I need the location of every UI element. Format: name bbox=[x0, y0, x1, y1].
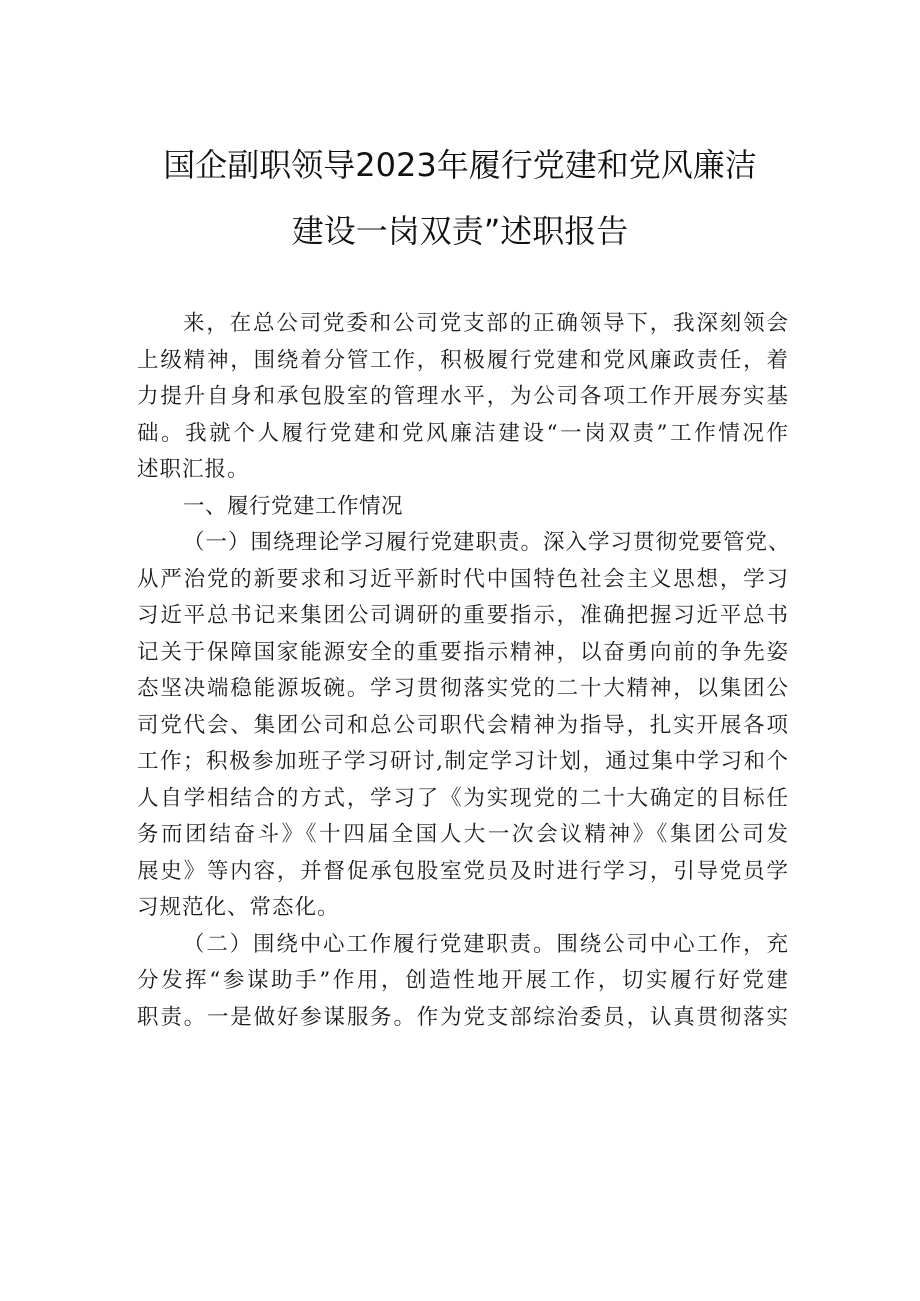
paragraph-line: 习近平总书记来集团公司调研的重要指示，准确把握习近平总书 bbox=[137, 603, 789, 628]
paragraph-line: 习规范化、常态化。 bbox=[137, 895, 340, 920]
paragraph-line: （一）围绕理论学习履行党建职责。深入学习贯彻党要管党、 bbox=[183, 530, 791, 555]
paragraph-line: 分发挥“参谋助手”作用，创造性地开展工作，切实履行好党建 bbox=[137, 968, 789, 993]
paragraph-line: 上级精神，围绕着分管工作，积极履行党建和党风廉政责任，着 bbox=[137, 347, 789, 373]
paragraph-line: 展史》等内容，并督促承包股室党员及时进行学习，引导党员学 bbox=[137, 858, 789, 884]
paragraph-line: 力提升自身和承包股室的管理水平，为公司各项工作开展夯实基 bbox=[137, 384, 789, 409]
document-body bbox=[137, 306, 789, 1036]
paragraph-line: 司党代会、集团公司和总公司职代会精神为指导，扎实开展各项 bbox=[137, 712, 789, 738]
paragraph-line: 础。我就个人履行党建和党风廉洁建设“一岗双责”工作情况作 bbox=[137, 420, 789, 446]
document-title-line-2: 建设一岗双责”述职报告 bbox=[291, 212, 629, 250]
paragraph-line: 态坚决端稳能源坂碗。学习贯彻落实党的二十大精神，以集团公 bbox=[137, 676, 789, 701]
paragraph-line: 来，在总公司党委和公司党支部的正确领导下，我深刻领会 bbox=[183, 311, 789, 336]
paragraph-line: 述职汇报。 bbox=[137, 457, 250, 482]
paragraph-line: （二）围绕中心工作履行党建职责。围绕公司中心工作，充 bbox=[183, 931, 789, 957]
paragraph-line: 记关于保障国家能源安全的重要指示精神，以奋勇向前的争先姿 bbox=[137, 639, 789, 665]
paragraph-line: 人自学相结合的方式，学习了《为实现党的二十大确定的目标任 bbox=[137, 785, 789, 811]
section-heading: 一、履行党建工作情况 bbox=[183, 493, 404, 519]
paragraph-line: 工作；积极参加班子学习研讨,制定学习计划，通过集中学习和个 bbox=[137, 749, 789, 774]
paragraph-line: 务而团结奋斗》《十四届全国人大一次会议精神》《集团公司发 bbox=[137, 822, 789, 847]
paragraph-line: 从严治党的新要求和习近平新时代中国特色社会主义思想，学习 bbox=[137, 566, 789, 592]
paragraph-line: 职责。一是做好参谋服务。作为党支部综治委员，认真贯彻落实 bbox=[137, 1004, 789, 1030]
document-title-line-1: 国企副职领导2023年履行党建和党风廉洁 bbox=[163, 146, 757, 184]
